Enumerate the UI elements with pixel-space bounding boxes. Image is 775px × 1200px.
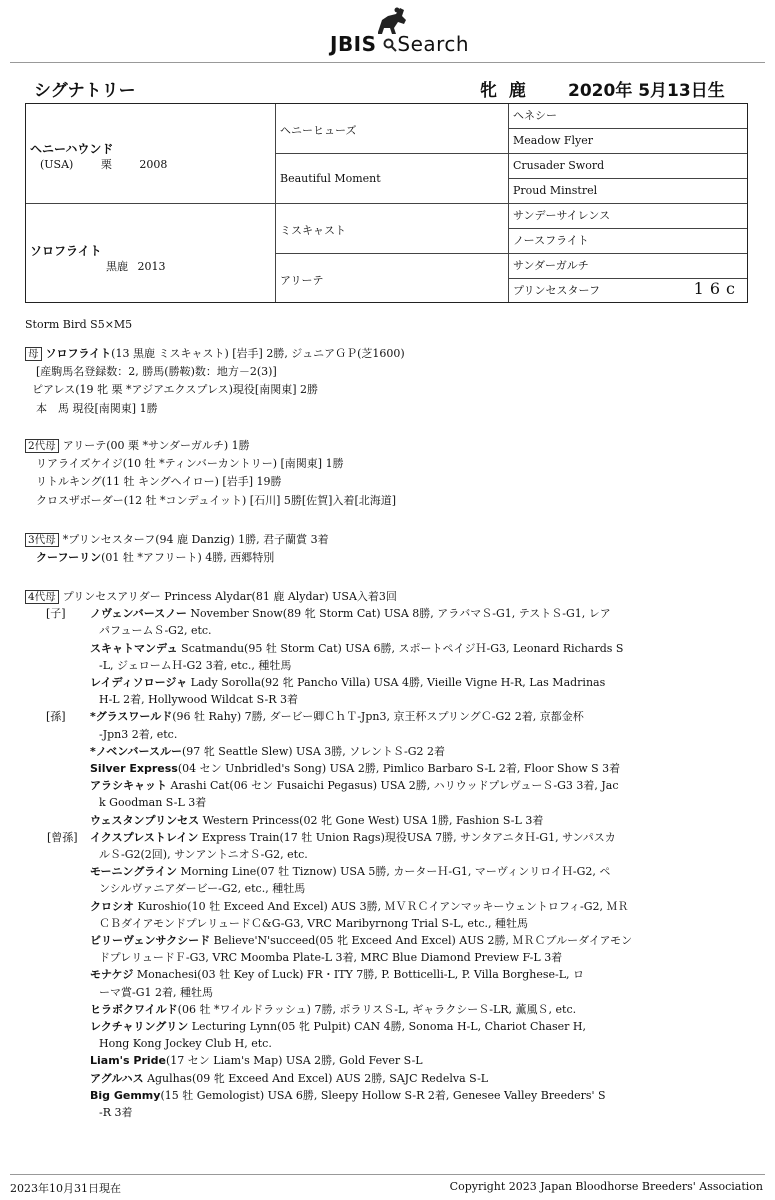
record-text: Western Princess(02 牝 Gone West) USA 1勝, Fashion S-L 3着 bbox=[199, 813, 544, 827]
dam-line bbox=[36, 364, 277, 380]
g4dam-line bbox=[90, 641, 623, 657]
record-text: k Goodman S-L 3着 bbox=[99, 796, 207, 810]
record-text: (17 セン Liam's Map) USA 2勝, Gold Fever S-L bbox=[166, 1054, 423, 1068]
record-text: -Jpn3 2着, etc. bbox=[99, 727, 178, 741]
g4dam-line bbox=[90, 967, 584, 983]
g4dam-line bbox=[90, 1071, 488, 1087]
sire-cell bbox=[26, 104, 276, 204]
record-text: (04 セン Unbridled's Song) USA 2勝, Pimlico Barbaro S-L 2着, Floor Show S 3着 bbox=[177, 762, 621, 775]
g4dam-line bbox=[47, 830, 616, 846]
g3-2: Meadow Flyer bbox=[509, 129, 747, 154]
horse-name-bold: モーニングライン bbox=[90, 865, 178, 879]
record-text: -R 3着 bbox=[99, 1106, 133, 1119]
record-text: クロスザボーダー(12 牡 *コンデュイット) [石川] 5勝[佐賀]入着[北海道] bbox=[36, 493, 397, 507]
g3-8: プリンセスターフ 16c bbox=[509, 279, 747, 302]
record-text: *プリンセスターフ(94 鹿 Danzig) 1勝, 君子蘭賞 3着 bbox=[62, 533, 329, 546]
horse-name-bold: アグルハス bbox=[90, 1071, 144, 1085]
footer-copyright: Copyright 2023 Japan Bloodhorse Breeders' Association bbox=[449, 1180, 763, 1193]
record-text: [産駒馬名登録数：2, 勝馬(勝鞍)数：地方－2(3)] bbox=[36, 365, 277, 379]
record-text: Scatmandu(95 牡 Storm Cat) USA 6勝, スポートペイジＨ-G3, Leonard Richards S bbox=[177, 641, 624, 655]
g4dam-line bbox=[90, 761, 620, 777]
g4dam-line bbox=[25, 589, 397, 605]
g3dam-line bbox=[36, 550, 274, 566]
record-text: -L, ジェロームＨ-G2 3着, etc., 種牡馬 bbox=[99, 658, 292, 672]
g4dam-line bbox=[99, 847, 308, 863]
g4dam-line bbox=[90, 1088, 606, 1104]
g4dam-line bbox=[90, 675, 605, 691]
g3-5: サンデーサイレンス bbox=[509, 204, 747, 229]
g4dam-line bbox=[90, 1002, 576, 1018]
g4dam-line bbox=[99, 916, 528, 932]
inbreeding-note: Storm Bird S5×M5 bbox=[25, 318, 133, 331]
g4dam-line bbox=[99, 692, 298, 708]
family-number: 16c bbox=[693, 279, 741, 298]
horse-name-bold: Big Gemmy bbox=[90, 1088, 161, 1102]
generation-tag: [曾孫] bbox=[47, 830, 78, 844]
record-text: Express Train(17 牡 Union Rags)現役USA 7勝, サンタアニタＨ-G1, サンパスカ bbox=[198, 830, 616, 844]
dam-line bbox=[32, 382, 318, 398]
dam-line bbox=[36, 401, 158, 417]
g4dam-line bbox=[90, 864, 610, 880]
footer-date: 2023年10月31日現在 bbox=[10, 1182, 121, 1195]
g4dam-line bbox=[90, 1019, 586, 1035]
horse-name-bold: モナケジ bbox=[90, 968, 134, 982]
g2-sire-dam: Beautiful Moment bbox=[276, 154, 509, 204]
sire-color: 栗 bbox=[100, 158, 112, 171]
g4dam-line bbox=[99, 658, 291, 674]
sire-year: 2008 bbox=[139, 158, 168, 171]
record-text: Morning Line(07 牡 Tiznow) USA 5勝, カーターＨ-G1, マーヴィンリロイＨ-G2, ペ bbox=[177, 865, 611, 879]
record-text: リアライズケイジ(10 牡 *ティンバーカントリー) [南関東] 1勝 bbox=[36, 457, 344, 471]
horse-name-bold: *グラスワールド bbox=[90, 710, 173, 724]
horse-name: シグナトリー bbox=[34, 81, 136, 101]
magnifier-icon bbox=[383, 38, 397, 52]
g3-7: サンダーガルチ bbox=[509, 254, 747, 279]
horse-name-bold: *ノベンバースルー bbox=[90, 744, 182, 758]
record-text: (96 牡 Rahy) 7勝, ダービー卿ＣｈＴ-Jpn3, 京王杯スプリングＣ-G2 2着, 京都金杯 bbox=[172, 710, 584, 724]
record-text: Believe'N'succeed(05 牝 Exceed And Excel) AUS 2勝, ＭＲＣブルーダイアモン bbox=[210, 934, 633, 947]
g2-dam-dam: アリーテ bbox=[276, 254, 509, 302]
g3-4: Proud Minstrel bbox=[509, 179, 747, 204]
record-text: Agulhas(09 牝 Exceed And Excel) AUS 2勝, SAJC Redelva S-L bbox=[143, 1071, 489, 1085]
g4dam-line bbox=[90, 1053, 423, 1069]
jbis-search-logo bbox=[330, 6, 480, 56]
record-text: (06 牡 *ワイルドラッシュ) 7勝, ポラリスＳ-L, ギャラクシーＳ-LR, 薫風Ｓ, etc. bbox=[177, 1002, 577, 1016]
g3-1: ヘネシー bbox=[509, 104, 747, 129]
horse-name-bold: クーフーリン bbox=[36, 551, 102, 565]
sire-name: ヘニーハウンド bbox=[30, 142, 114, 156]
header-divider bbox=[10, 62, 765, 63]
g2dam-line bbox=[25, 438, 250, 454]
g2-dam-sire: ミスキャスト bbox=[276, 204, 509, 254]
g3dam-label: 3代母 bbox=[25, 533, 59, 547]
logo-text-search: Search bbox=[397, 32, 470, 56]
g4dam-line bbox=[90, 813, 543, 829]
horse-name-bold: ビリーヴェンサクシード bbox=[90, 934, 211, 947]
generation-tag: [孫] bbox=[46, 710, 66, 724]
g4dam-line bbox=[90, 933, 632, 949]
pedigree-table bbox=[25, 103, 748, 303]
title-row bbox=[28, 76, 748, 102]
g2dam-line bbox=[36, 493, 396, 509]
g4dam-line bbox=[99, 950, 562, 966]
record-text: ーマ賞-G1 2着, 種牡馬 bbox=[99, 985, 213, 999]
dam-year: 2013 bbox=[137, 260, 166, 273]
g2-sire-sire: ヘニーヒューズ bbox=[276, 104, 509, 154]
g2dam-line bbox=[36, 456, 344, 472]
g4dam-line bbox=[46, 709, 584, 725]
g4dam-line bbox=[99, 881, 305, 897]
record-text: (15 牡 Gemologist) USA 6勝, Sleepy Hollow S-R 2着, Genesee Valley Breeders' S bbox=[160, 1088, 606, 1102]
g4dam-line bbox=[99, 1036, 272, 1052]
horse-color: 鹿 bbox=[508, 81, 526, 101]
record-text: Kuroshio(10 牡 Exceed And Excel) AUS 3勝, ＭＶＲＣイアンマッキーウェントロフィ-G2, ＭＲ bbox=[134, 899, 629, 913]
record-text: Arashi Cat(06 セン Fusaichi Pegasus) USA 2勝, ハリウッドプレヴューＳ-G3 3着, Jac bbox=[167, 779, 619, 793]
logo-text-jbis: JBIS bbox=[330, 32, 377, 56]
record-text: November Snow(89 牝 Storm Cat) USA 8勝, アラバマＳ-G1, テストＳ-G1, レア bbox=[186, 607, 611, 621]
record-text: パフュームＳ-G2, etc. bbox=[99, 624, 212, 638]
dam-label: 母 bbox=[25, 347, 42, 361]
horse-name-bold: クロシオ bbox=[90, 899, 134, 913]
birth-date: 2020年 5月13日生 bbox=[568, 81, 725, 101]
horse-name-bold: ノヴェンバースノー bbox=[90, 607, 187, 621]
record-text: ＣＢダイアモンドプレリュードＣ&G-G3, VRC Maribyrnong Trial S-L, etc., 種牡馬 bbox=[99, 916, 528, 930]
horse-name-bold: Silver Express bbox=[90, 762, 178, 775]
dam-line bbox=[25, 346, 405, 362]
g3dam-line bbox=[25, 532, 329, 548]
g3-6: ノースフライト bbox=[509, 229, 747, 254]
record-text: Hong Kong Jockey Club H, etc. bbox=[99, 1037, 272, 1051]
dam-name: ソロフライト bbox=[30, 244, 102, 258]
generation-tag: [子] bbox=[46, 607, 66, 621]
g4dam-line bbox=[99, 623, 212, 639]
g3-3: Crusader Sword bbox=[509, 154, 747, 179]
record-text: リトルキング(11 牡 キングヘイロー) [岩手] 19勝 bbox=[36, 475, 282, 489]
record-text: ドプレリュードＦ-G3, VRC Moomba Plate-L 3着, MRC Blue Diamond Preview F-L 3着 bbox=[99, 951, 563, 965]
g4dam-line bbox=[90, 899, 629, 915]
horse-name-bold: ソロフライト bbox=[45, 347, 112, 360]
horse-name-bold: レクチャリングリン bbox=[90, 1020, 189, 1033]
g4dam-line bbox=[99, 795, 206, 811]
g4dam-line bbox=[99, 1105, 133, 1121]
g4dam-line bbox=[46, 606, 611, 622]
record-text: (13 黒鹿 ミスキャスト) [岩手] 2勝, ジュニアＧＰ(芝1600) bbox=[111, 347, 405, 360]
footer-divider bbox=[10, 1174, 765, 1175]
record-text: ルＳ-G2(2回), サンアントニオＳ-G2, etc. bbox=[99, 848, 308, 861]
g4dam-label: 4代母 bbox=[25, 590, 59, 604]
g4dam-line bbox=[99, 985, 213, 1001]
horse-name-bold: スキャトマンデュ bbox=[90, 641, 178, 655]
record-text: H-L 2着, Hollywood Wildcat S-R 3着 bbox=[99, 693, 299, 707]
horse-sex: 牝 bbox=[480, 81, 497, 101]
horse-name-bold: レイディソロージャ bbox=[90, 676, 188, 689]
sire-origin: (USA) bbox=[40, 158, 74, 171]
record-text: ピアレス(19 牝 栗 *アジアエクスプレス)現役[南関東] 2勝 bbox=[32, 383, 319, 397]
g2dam-line bbox=[36, 474, 282, 490]
dam-color: 黒鹿 bbox=[106, 260, 128, 273]
horse-name-bold: ウェスタンプリンセス bbox=[90, 813, 200, 827]
horse-name-bold: Liam's Pride bbox=[90, 1054, 167, 1068]
record-text: Lecturing Lynn(05 牝 Pulpit) CAN 4勝, Sonoma H-L, Chariot Chaser H, bbox=[188, 1020, 587, 1033]
record-text: アリーテ(00 栗 *サンダーガルチ) 1勝 bbox=[62, 439, 250, 452]
record-text: (01 牡 *アフリート) 4勝, 西郷特別 bbox=[101, 551, 275, 565]
horse-name-bold: イクスプレストレイン bbox=[90, 830, 199, 844]
record-text: (97 牝 Seattle Slew) USA 3勝, ソレントＳ-G2 2着 bbox=[182, 744, 445, 758]
record-text: Monachesi(03 牡 Key of Luck) FR・ITY 7勝, P. Botticelli-L, P. Villa Borghese-L, ロ bbox=[133, 968, 585, 982]
record-text: プリンセスアリダー Princess Alydar(81 鹿 Alydar) USA入着3回 bbox=[62, 590, 397, 603]
record-text: Lady Sorolla(92 牝 Pancho Villa) USA 4勝, Vieille Vigne H-R, Las Madrinas bbox=[187, 676, 606, 689]
record-text: 本 馬 現役[南関東] 1勝 bbox=[36, 401, 158, 415]
g4dam-line bbox=[90, 778, 618, 794]
dam-cell bbox=[26, 204, 276, 302]
g4dam-line bbox=[99, 727, 177, 743]
record-text: ンシルヴァニアダービー-G2, etc., 種牡馬 bbox=[99, 882, 306, 896]
g4dam-line bbox=[90, 744, 445, 760]
horse-name-bold: アラシキャット bbox=[90, 779, 167, 793]
g2dam-label: 2代母 bbox=[25, 439, 59, 453]
sex-color bbox=[480, 76, 526, 101]
horse-name-bold: ヒラボクワイルド bbox=[90, 1002, 178, 1016]
